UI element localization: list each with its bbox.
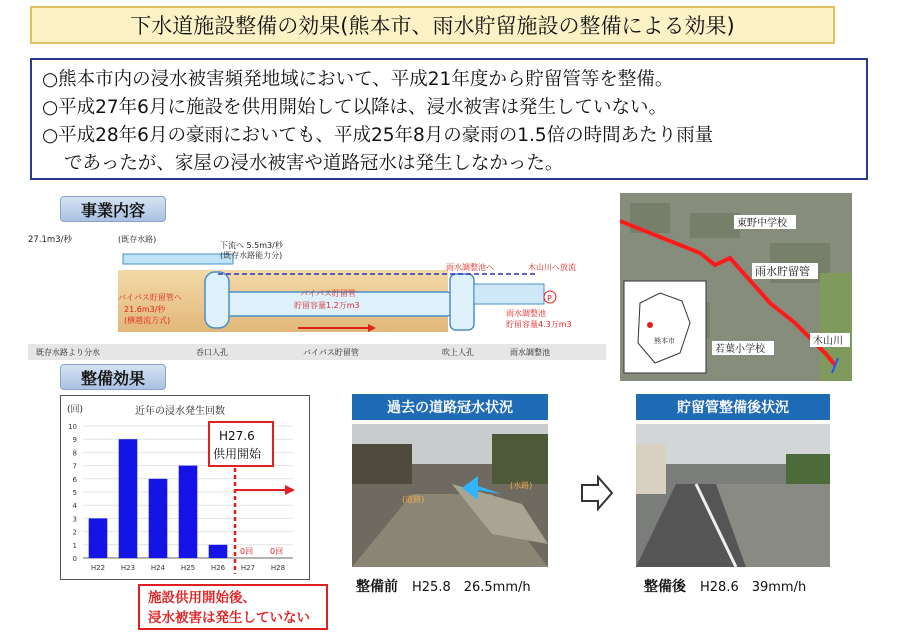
zero-marker-2: 0回 (270, 547, 284, 556)
road-label: (道路) (402, 495, 425, 504)
pond-label: 雨水調整池 (506, 309, 546, 318)
y-tick-label: 1 (72, 541, 77, 550)
chart-ylabel: (回) (67, 405, 84, 415)
summary-box (30, 58, 868, 180)
y-tick-label: 4 (72, 502, 77, 511)
pump-icon: P (547, 294, 552, 303)
arrow-head (285, 485, 295, 495)
before-caption-head: 整備前 (356, 579, 398, 595)
pipe-label: バイパス貯留管 (300, 289, 356, 298)
school2-label: 若葉小学校 (715, 344, 765, 355)
pond-capacity-label: 貯留容量4.3万m3 (506, 320, 572, 329)
y-tick-label: 7 (72, 462, 77, 471)
y-tick-label: 3 (72, 515, 77, 524)
bar-H23 (119, 439, 138, 558)
downstream-sub-label: (既存水路能力分) (220, 251, 283, 260)
inflow-label: 27.1m3/秒 (28, 235, 72, 245)
annotation-sub-label: 供用開始 (213, 447, 262, 461)
to-river-label: 木山川へ放流 (528, 263, 576, 272)
pipe-capacity-label: 貯留容量1.2万m3 (294, 301, 360, 310)
x-tick-label: H27 (240, 564, 256, 572)
existing-channel (123, 254, 233, 264)
before-photo (352, 424, 548, 567)
inset-city-label: 熊本市 (654, 337, 675, 345)
zero-marker-1: 0回 (240, 547, 254, 556)
x-tick-label: H28 (270, 564, 286, 572)
to-pond-label: 雨水調整池へ (446, 263, 494, 272)
channel-label: (水路) (510, 481, 533, 490)
bottom-label-2: バイパス貯留管 (303, 348, 359, 357)
downstream-label: 下流へ 5.5m3/秒 (220, 241, 283, 250)
outlet-manhole (450, 274, 474, 330)
x-tick-label: H24 (150, 564, 166, 572)
section-effect-label: 整備効果 (60, 364, 166, 390)
bypass-type-label: (横越流方式) (124, 316, 171, 325)
bar-H24 (149, 479, 168, 558)
pipe-label-map: 雨水貯留管 (755, 265, 810, 278)
y-tick-label: 8 (72, 449, 77, 458)
aerial-map (620, 193, 852, 381)
x-tick-label: H23 (120, 564, 136, 572)
after-caption (644, 576, 806, 596)
summary-line-1: ○熊本市内の浸水被害頻発地域において、平成21年度から貯留管等を整備。 (42, 69, 674, 90)
before-caption-text: H25.8 26.5mm/h (412, 580, 531, 595)
summary-line-4: であったが、家屋の浸水被害や道路冠水は発生しなかった。 (64, 153, 564, 174)
after-caption-head: 整備後 (644, 579, 686, 595)
after-title: 貯留管整備後状況 (636, 394, 830, 420)
arrow-right-icon (580, 475, 614, 511)
y-tick-label: 2 (72, 528, 77, 537)
summary-line-2: ○平成27年6月に施設を供用開始して以降は、浸水被害は発生していない。 (42, 97, 667, 118)
page-title: 下水道施設整備の効果(熊本市、雨水貯留施設の整備による効果) (30, 6, 835, 44)
y-tick-label: 5 (72, 489, 77, 497)
after-photo (636, 424, 830, 567)
river-label: 木山川 (813, 336, 843, 347)
callout-line-1: 施設供用開始後、 (148, 590, 256, 606)
x-tick-label: H25 (180, 564, 196, 572)
y-tick-label: 6 (72, 475, 77, 484)
school1-label: 東野中学校 (737, 218, 787, 229)
bar-H26 (209, 545, 228, 558)
bottom-label-4: 雨水調整池 (510, 348, 550, 357)
bottom-label-1: 呑口人孔 (196, 348, 228, 357)
y-tick-label: 10 (68, 423, 77, 431)
bottom-label-3: 吹上人孔 (442, 348, 474, 357)
chart-svg (61, 396, 309, 579)
callout-line-2: 浸水被害は発生していない (148, 610, 310, 626)
bar-H22 (89, 518, 108, 558)
x-tick-label: H22 (90, 564, 106, 572)
pond (474, 284, 544, 304)
x-tick-label: H26 (210, 564, 226, 572)
bypass-flow-label: 21.6m3/秒 (124, 305, 166, 314)
y-tick-label: 9 (72, 436, 77, 445)
existing-channel-label: (既存水路) (118, 235, 157, 244)
section-business-label: 事業内容 (60, 196, 166, 222)
inlet-manhole (205, 272, 229, 328)
flood-count-chart (60, 395, 310, 580)
after-caption-text: H28.6 39mm/h (700, 580, 807, 595)
facility-diagram (28, 232, 606, 362)
annotation-label: H27.6 (219, 429, 255, 443)
bypass-label: バイパス貯留管へ (118, 293, 182, 302)
summary-line-3: ○平成28年6月の豪雨においても、平成25年8月の豪雨の1.5倍の時間あたり雨量 (42, 125, 714, 146)
callout-box (138, 584, 328, 630)
bar-H25 (179, 466, 198, 558)
chart-title: 近年の浸水発生回数 (135, 406, 225, 417)
before-caption (356, 576, 531, 596)
y-tick-label: 0 (72, 555, 77, 563)
before-title: 過去の道路冠水状況 (352, 394, 548, 420)
bottom-label-0: 既存水路より分水 (36, 348, 100, 357)
